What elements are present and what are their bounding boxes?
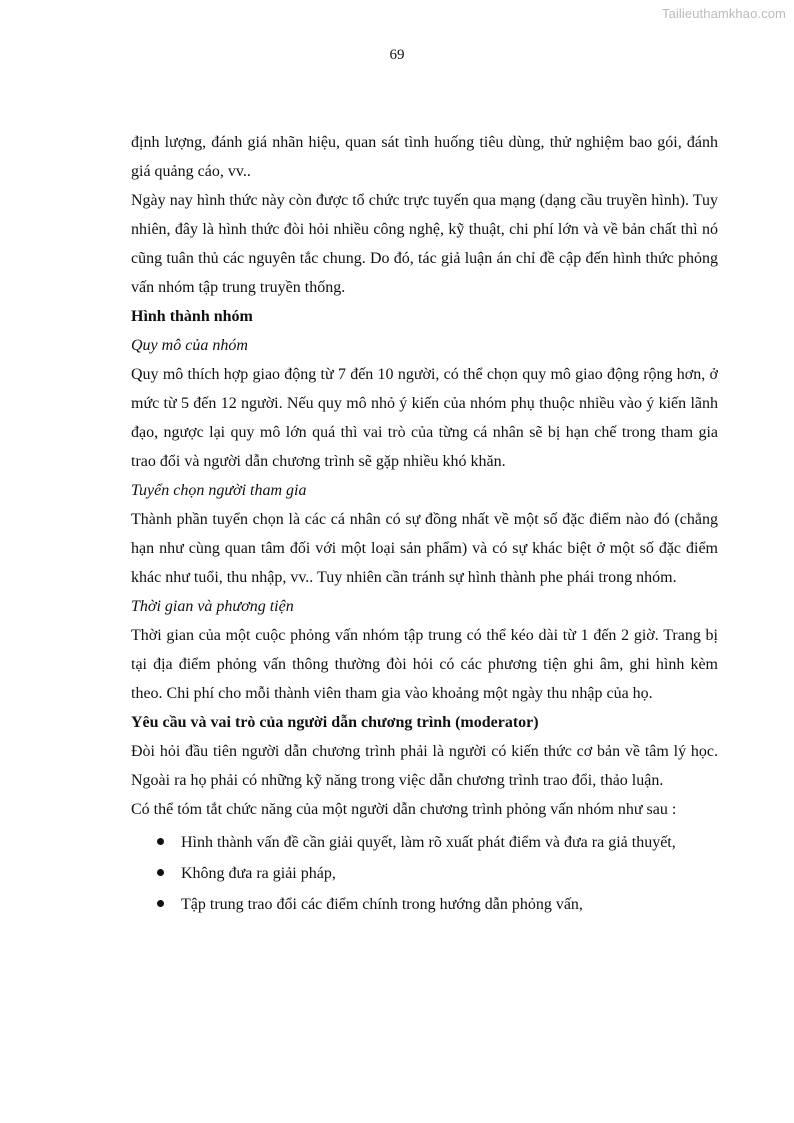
- paragraph: Đòi hỏi đầu tiên người dẫn chương trình phải là người có kiến thức cơ bản về tâm lý học. Ngoài ra họ phải có những kỹ năng trong việc dẫn chương trình trao đổi, thảo luận.: [131, 743, 718, 789]
- list-item: [131, 827, 718, 858]
- bullet-icon: [157, 869, 164, 876]
- list-item: [131, 889, 718, 920]
- paragraph: Thời gian của một cuộc phỏng vấn nhóm tập trung có thể kéo dài từ 1 đến 2 giờ. Trang bị tại địa điểm phỏng vấn thông thường đòi hỏi có các phương tiện ghi âm, ghi hình kèm theo. Chi phí cho mỗi thành viên tham gia vào khoảng một ngày thu nhập của họ.: [131, 627, 718, 702]
- section-heading: Hình thành nhóm: [131, 308, 253, 325]
- subsection-heading: Thời gian và phương tiện: [131, 598, 294, 615]
- section-heading: Yêu cầu và vai trò của người dẫn chương trình (moderator): [131, 714, 539, 731]
- subsection-heading: Tuyển chọn người tham gia: [131, 482, 307, 499]
- bullet-icon: [157, 900, 164, 907]
- watermark: Tailieuthamkhao.com: [661, 6, 786, 21]
- page-number: 69: [389, 47, 405, 63]
- paragraph: Thành phần tuyển chọn là các cá nhân có sự đồng nhất về một số đặc điểm nào đó (chẳng hạn như cùng quan tâm đối với một loại sản phẩm) và có sự khác biệt ở một số đặc điểm khác như tuổi, thu nhập, vv.. Tuy nhiên cần tránh sự hình thành phe phái trong nhóm.: [131, 511, 718, 586]
- bullet-list: [131, 827, 718, 920]
- bullet-icon: [157, 838, 164, 845]
- list-item-text: Không đưa ra giải pháp,: [181, 865, 336, 882]
- list-item-text: Tập trung trao đổi các điểm chính trong hướng dẫn phỏng vấn,: [181, 896, 583, 913]
- paragraph: Ngày nay hình thức này còn được tổ chức trực tuyến qua mạng (dạng cầu truyền hình). Tuy nhiên, đây là hình thức đòi hỏi nhiều công nghệ, kỹ thuật, chi phí lớn và về bản chất thì nó cũng tuân thủ các nguyên tắc chung. Do đó, tác giả luận án chỉ đề cập đến hình thức phỏng vấn nhóm tập trung truyền thống.: [131, 192, 718, 296]
- paragraph: định lượng, đánh giá nhãn hiệu, quan sát tình huống tiêu dùng, thử nghiệm bao gói, đánh giá quảng cáo, vv..: [131, 134, 718, 180]
- list-item: [131, 858, 718, 889]
- list-item-text: Hình thành vấn đề cần giải quyết, làm rõ xuất phát điểm và đưa ra giả thuyết,: [181, 834, 676, 851]
- paragraph: Quy mô thích hợp giao động từ 7 đến 10 người, có thể chọn quy mô giao động rộng hơn, ở mức từ 5 đến 12 người. Nếu quy mô nhỏ ý kiến của nhóm phụ thuộc nhiều vào ý kiến lãnh đạo, ngược lại quy mô lớn quá thì vai trò của từng cá nhân sẽ bị hạn chế trong tham gia trao đổi và người dẫn chương trình sẽ gặp nhiều khó khăn.: [131, 366, 718, 470]
- paragraph: Có thể tóm tắt chức năng của một người dẫn chương trình phỏng vấn nhóm như sau :: [131, 801, 677, 818]
- subsection-heading: Quy mô của nhóm: [131, 337, 248, 354]
- page-content: [131, 128, 718, 920]
